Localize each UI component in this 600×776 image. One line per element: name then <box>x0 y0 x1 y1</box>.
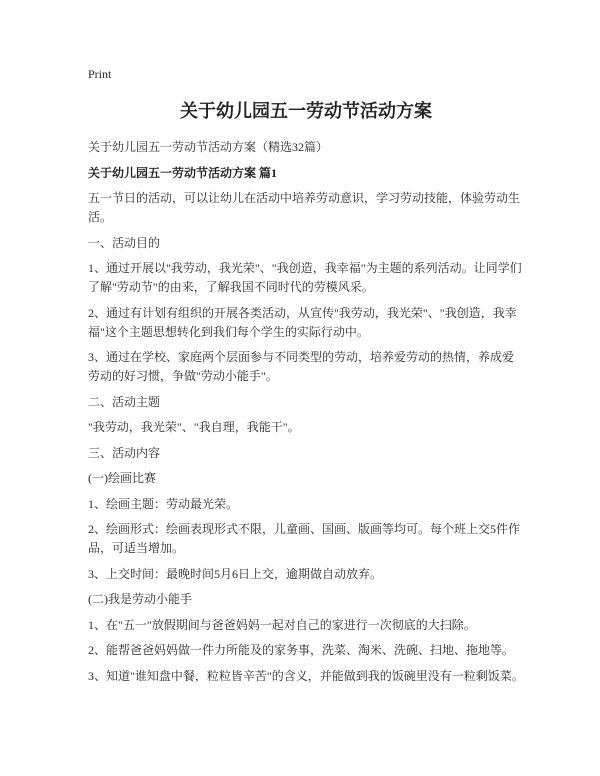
subsection-heading-helper: (二)我是劳动小能手 <box>88 592 192 606</box>
print-button[interactable]: Print <box>88 67 112 81</box>
section-heading-purpose: 一、活动目的 <box>88 235 161 250</box>
document-paragraph: 2、通过有计划有组织的开展各类活动，从宣传"我劳动，我光荣"、"我创造，我幸福"这个主题思想转化到我们每个学生的实际行动中。 <box>88 305 517 339</box>
document-paragraph: 3、通过在学校、家庭两个层面参与不同类型的劳动，培养爱劳动的热情，养成爱劳动的好习惯，争做"劳动小能手"。 <box>88 350 515 383</box>
document-paragraph: 1、通过开展以"我劳动，我光荣"、"我创造，我幸福"为主题的系列活动。让同学们了解"劳动节"的由来，了解我国不同时代的劳模风采。 <box>88 261 522 294</box>
document-title: 关于幼儿园五一劳动节活动方案 <box>180 101 432 121</box>
post-heading: 关于幼儿园五一劳动节活动方案 篇1 <box>88 165 278 180</box>
subsection-heading-painting: (一)绘画比赛 <box>88 471 156 485</box>
section-heading-content: 三、活动内容 <box>88 445 161 460</box>
document-paragraph: 1、在"五一"放假期间与爸爸妈妈一起对自己的家进行一次彻底的大扫除。 <box>88 617 476 632</box>
document-paragraph: 3、知道"谁知盘中餐，粒粒皆辛苦"的含义，并能做到我的饭碗里没有一粒剩饭菜。 <box>88 668 524 683</box>
document-paragraph: 3、上交时间：最晚时间5月6日上交，逾期做自动放弃。 <box>88 566 383 581</box>
document-paragraph: "我劳动，我光荣"、"我自理，我能干"。 <box>88 420 300 434</box>
document-paragraph: 2、绘画形式：绘画表现形式不限，儿童画、国画、版画等均可。每个班上交5件作品，可适当增加。 <box>88 522 521 555</box>
document-paragraph: 五一节日的活动，可以让幼儿在活动中培养劳动意识，学习劳动技能，体验劳动生活。 <box>88 191 521 224</box>
section-heading-theme: 二、活动主题 <box>88 394 161 409</box>
document-paragraph: 1、绘画主题：劳动最光荣。 <box>88 496 239 511</box>
document-content <box>88 98 524 686</box>
document-subtitle: 关于幼儿园五一劳动节活动方案（精选32篇） <box>88 140 329 154</box>
document-paragraph: 2、能帮爸爸妈妈做一件力所能及的家务事，洗菜、淘米、洗碗、扫地、拖地等。 <box>88 643 515 657</box>
